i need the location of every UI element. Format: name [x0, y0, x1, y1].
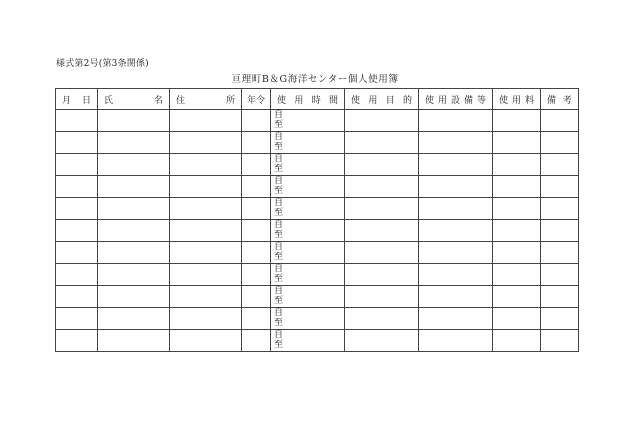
cell-purpose[interactable]: [345, 264, 419, 286]
cell-fee[interactable]: [493, 220, 541, 242]
from-label: 自: [274, 220, 284, 230]
cell-purpose[interactable]: [345, 132, 419, 154]
col-header-use-time: 使 用 時 間: [271, 89, 345, 110]
cell-age[interactable]: [242, 308, 271, 330]
cell-remarks[interactable]: [541, 242, 579, 264]
to-label: 至: [274, 142, 284, 152]
cell-age[interactable]: [242, 286, 271, 308]
cell-use-time[interactable]: [271, 154, 345, 176]
cell-remarks[interactable]: [541, 264, 579, 286]
to-label: 至: [274, 120, 284, 130]
document-title: 亘理町B＆G海洋センター個人使用簿: [231, 74, 399, 85]
cell-purpose[interactable]: [345, 110, 419, 132]
from-label: 自: [274, 264, 284, 274]
from-label: 自: [274, 286, 284, 296]
cell-date[interactable]: [56, 242, 98, 264]
cell-remarks[interactable]: [541, 110, 579, 132]
cell-equipment[interactable]: [419, 286, 493, 308]
col-header-name: 氏 名: [98, 89, 170, 110]
cell-remarks[interactable]: [541, 176, 579, 198]
col-header-equipment: 使 用 設 備 等: [419, 89, 493, 110]
cell-name[interactable]: [98, 220, 170, 242]
cell-name[interactable]: [98, 154, 170, 176]
cell-age[interactable]: [242, 330, 271, 352]
cell-equipment[interactable]: [419, 264, 493, 286]
cell-date[interactable]: [56, 198, 98, 220]
cell-use-time[interactable]: [271, 132, 345, 154]
cell-date[interactable]: [56, 264, 98, 286]
table-row: [56, 286, 579, 308]
cell-age[interactable]: [242, 110, 271, 132]
cell-equipment[interactable]: [419, 330, 493, 352]
cell-purpose[interactable]: [345, 330, 419, 352]
cell-address[interactable]: [170, 330, 242, 352]
table-row: [56, 242, 579, 264]
cell-address[interactable]: [170, 154, 242, 176]
cell-purpose[interactable]: [345, 220, 419, 242]
col-header-purpose: 使 用 目 的: [345, 89, 419, 110]
cell-remarks[interactable]: [541, 286, 579, 308]
cell-equipment[interactable]: [419, 220, 493, 242]
cell-date[interactable]: [56, 308, 98, 330]
cell-address[interactable]: [170, 264, 242, 286]
cell-fee[interactable]: [493, 198, 541, 220]
table-row: [56, 308, 579, 330]
cell-address[interactable]: [170, 220, 242, 242]
cell-fee[interactable]: [493, 242, 541, 264]
table-row: [56, 220, 579, 242]
table-row: [56, 154, 579, 176]
from-label: 自: [274, 154, 284, 164]
cell-date[interactable]: [56, 154, 98, 176]
cell-name[interactable]: [98, 132, 170, 154]
cell-name[interactable]: [98, 176, 170, 198]
cell-address[interactable]: [170, 110, 242, 132]
form-number-label: 様式第2号(第3条関係): [56, 59, 149, 69]
cell-use-time[interactable]: [271, 198, 345, 220]
to-label: 至: [274, 164, 284, 174]
cell-fee[interactable]: [493, 308, 541, 330]
to-label: 至: [274, 318, 284, 328]
cell-fee[interactable]: [493, 110, 541, 132]
cell-purpose[interactable]: [345, 242, 419, 264]
table-row: [56, 132, 579, 154]
to-label: 至: [274, 252, 284, 262]
cell-age[interactable]: [242, 154, 271, 176]
cell-age[interactable]: [242, 242, 271, 264]
cell-age[interactable]: [242, 198, 271, 220]
to-label: 至: [274, 208, 284, 218]
cell-fee[interactable]: [493, 176, 541, 198]
col-header-fee: 使 用 料: [493, 89, 541, 110]
to-label: 至: [274, 186, 284, 196]
to-label: 至: [274, 230, 284, 240]
cell-age[interactable]: [242, 132, 271, 154]
from-label: 自: [274, 198, 284, 208]
col-header-age: 年 令: [242, 89, 271, 110]
cell-address[interactable]: [170, 132, 242, 154]
col-header-remarks: 備 考: [541, 89, 579, 110]
to-label: 至: [274, 274, 284, 284]
table-row: [56, 264, 579, 286]
from-label: 自: [274, 242, 284, 252]
from-label: 自: [274, 110, 284, 120]
cell-address[interactable]: [170, 286, 242, 308]
cell-purpose[interactable]: [345, 198, 419, 220]
cell-remarks[interactable]: [541, 154, 579, 176]
cell-remarks[interactable]: [541, 220, 579, 242]
table-row: [56, 330, 579, 352]
from-label: 自: [274, 330, 284, 340]
cell-name[interactable]: [98, 286, 170, 308]
cell-use-time[interactable]: [271, 242, 345, 264]
cell-equipment[interactable]: [419, 242, 493, 264]
cell-purpose[interactable]: [345, 286, 419, 308]
cell-name[interactable]: [98, 242, 170, 264]
cell-equipment[interactable]: [419, 308, 493, 330]
cell-use-time[interactable]: [271, 220, 345, 242]
cell-equipment[interactable]: [419, 154, 493, 176]
cell-equipment[interactable]: [419, 132, 493, 154]
cell-date[interactable]: [56, 286, 98, 308]
cell-use-time[interactable]: [271, 330, 345, 352]
cell-use-time[interactable]: [271, 176, 345, 198]
cell-age[interactable]: [242, 176, 271, 198]
table-row: [56, 198, 579, 220]
cell-remarks[interactable]: [541, 198, 579, 220]
cell-name[interactable]: [98, 110, 170, 132]
cell-fee[interactable]: [493, 264, 541, 286]
cell-age[interactable]: [242, 264, 271, 286]
col-header-address: 住 所: [170, 89, 242, 110]
cell-equipment[interactable]: [419, 198, 493, 220]
cell-remarks[interactable]: [541, 330, 579, 352]
cell-remarks[interactable]: [541, 132, 579, 154]
cell-fee[interactable]: [493, 330, 541, 352]
cell-address[interactable]: [170, 176, 242, 198]
cell-use-time[interactable]: [271, 264, 345, 286]
cell-address[interactable]: [170, 198, 242, 220]
from-label: 自: [274, 132, 284, 142]
cell-name[interactable]: [98, 264, 170, 286]
cell-age[interactable]: [242, 220, 271, 242]
cell-name[interactable]: [98, 198, 170, 220]
cell-date[interactable]: [56, 176, 98, 198]
cell-use-time[interactable]: [271, 110, 345, 132]
to-label: 至: [274, 340, 284, 350]
cell-fee[interactable]: [493, 154, 541, 176]
cell-date[interactable]: [56, 330, 98, 352]
register-body: [56, 110, 579, 352]
cell-address[interactable]: [170, 308, 242, 330]
col-header-date: 月 日: [56, 89, 98, 110]
cell-equipment[interactable]: [419, 110, 493, 132]
cell-date[interactable]: [56, 110, 98, 132]
cell-use-time[interactable]: [271, 286, 345, 308]
cell-purpose[interactable]: [345, 154, 419, 176]
cell-fee[interactable]: [493, 132, 541, 154]
from-label: 自: [274, 176, 284, 186]
cell-date[interactable]: [56, 220, 98, 242]
cell-remarks[interactable]: [541, 308, 579, 330]
usage-register-table: [55, 88, 579, 352]
table-row: [56, 176, 579, 198]
cell-name[interactable]: [98, 308, 170, 330]
cell-purpose[interactable]: [345, 176, 419, 198]
from-label: 自: [274, 308, 284, 318]
cell-fee[interactable]: [493, 286, 541, 308]
cell-purpose[interactable]: [345, 308, 419, 330]
to-label: 至: [274, 296, 284, 306]
cell-address[interactable]: [170, 242, 242, 264]
cell-name[interactable]: [98, 330, 170, 352]
table-row: [56, 110, 579, 132]
cell-date[interactable]: [56, 132, 98, 154]
cell-use-time[interactable]: [271, 308, 345, 330]
cell-equipment[interactable]: [419, 176, 493, 198]
header-row: [56, 89, 579, 110]
